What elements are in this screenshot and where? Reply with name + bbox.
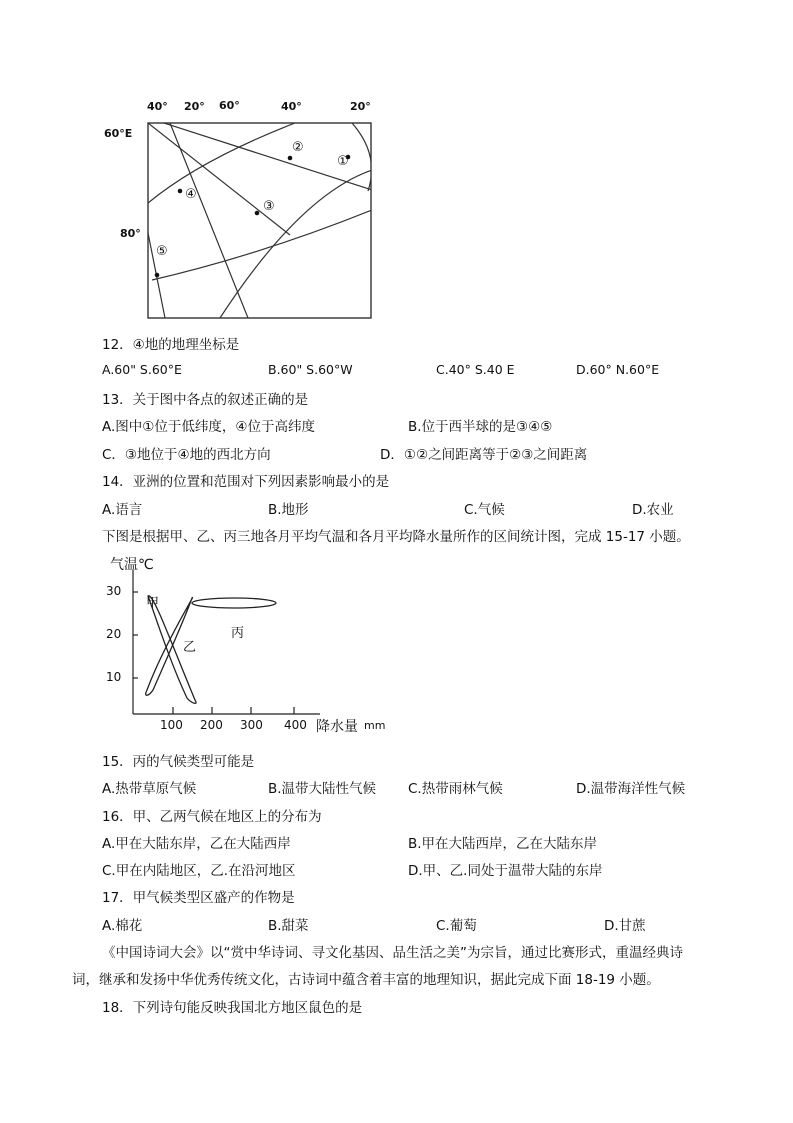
map-grid [140, 115, 380, 325]
point-label: ③ [263, 199, 275, 214]
meridian-line [148, 123, 290, 235]
q17-option-b[interactable]: B.甜菜 [268, 918, 309, 934]
q17-option-d[interactable]: D.甘蔗 [604, 918, 646, 934]
map-top-label: 20° [350, 100, 371, 113]
q14-option-d[interactable]: D.农业 [632, 502, 674, 518]
q15-option-d[interactable]: D.温带海洋性气候 [576, 781, 686, 797]
point-dot [178, 189, 183, 194]
map-top-label: 40° [281, 100, 302, 113]
question-17-stem: 17．甲气候类型区盛产的作物是 [102, 890, 295, 906]
q17-option-a[interactable]: A.棉花 [102, 918, 143, 934]
region-bing [192, 598, 276, 608]
question-18-stem: 18．下列诗句能反映我国北方地区鼠色的是 [102, 1000, 363, 1016]
q15-option-b[interactable]: B.温带大陆性气候 [268, 781, 377, 797]
question-15-stem: 15．丙的气候类型可能是 [102, 754, 255, 770]
chart-label-yi: 乙 [183, 640, 197, 655]
point-dot [288, 156, 293, 161]
q16-option-b[interactable]: B.甲在大陆西岸，乙在大陆东岸 [408, 836, 598, 852]
q13-option-c[interactable]: C．③地位于④地的西北方向 [102, 447, 271, 463]
q14-option-a[interactable]: A.语言 [102, 502, 143, 518]
q16-option-a[interactable]: A.甲在大陆东岸，乙在大陆西岸 [102, 836, 291, 852]
q12-option-a[interactable]: A.60" S.60°E [102, 362, 182, 377]
map-top-label: 40° [147, 100, 168, 113]
q15-option-a[interactable]: A.热带草原气候 [102, 781, 197, 797]
question-12-stem: 12．④地的地理坐标是 [102, 337, 240, 353]
q13-option-a[interactable]: A.图中①位于低纬度，④位于高纬度 [102, 419, 315, 435]
q12-option-d[interactable]: D.60° N.60°E [576, 362, 660, 377]
latitude-arc [152, 210, 372, 280]
point-label: ④ [185, 187, 197, 202]
q12-option-c[interactable]: C.40° S.40 E [436, 362, 515, 377]
latitude-arc [220, 170, 372, 318]
q14-option-c[interactable]: C.气候 [464, 502, 505, 518]
x-tick-label: 200 [200, 718, 223, 732]
map-top-label: 20° [184, 100, 205, 113]
chart-label-bing: 丙 [231, 626, 245, 641]
q12-option-b[interactable]: B.60" S.60°W [268, 362, 353, 377]
intro-18-19-line1: 《中国诗词大会》以“赏中华诗词、寻文化基因、品生活之美”为宗旨，通过比赛形式，重温经典诗 [102, 945, 683, 961]
point-label: ① [337, 154, 349, 169]
q16-option-c[interactable]: C.甲在内陆地区，乙.在沿河地区 [102, 863, 296, 879]
q14-option-b[interactable]: B.地形 [268, 502, 309, 518]
x-tick-label: 100 [160, 718, 183, 732]
chart-x-title: 降水量 [316, 719, 358, 735]
map-top-label: 60° [219, 99, 240, 112]
map-left-label: 60°E [104, 127, 133, 140]
q15-option-c[interactable]: C.热带雨林气候 [408, 781, 503, 797]
y-tick-label: 30 [106, 584, 122, 598]
q16-option-d[interactable]: D.甲、乙.同处于温带大陆的东岸 [408, 863, 603, 879]
x-tick-label: 300 [240, 718, 263, 732]
question-13-stem: 13．关于图中各点的叙述正确的是 [102, 392, 309, 408]
intro-18-19-line2: 词，继承和发扬中华优秀传统文化，古诗词中蕴含着丰富的地理知识，据此完成下面 18-19 小题。 [72, 972, 660, 988]
latitude-arc [148, 123, 295, 203]
map-left-label: 80° [120, 227, 141, 240]
point-label: ⑤ [156, 244, 168, 259]
q13-option-b[interactable]: B.位于西半球的是③④⑤ [408, 419, 553, 435]
point-dot [155, 273, 160, 278]
y-tick-label: 20 [106, 627, 122, 641]
point-dot [255, 211, 260, 216]
chart-y-title: 气温℃ [110, 557, 154, 573]
chart-x-unit: mm [364, 719, 386, 732]
y-tick-label: 10 [106, 670, 122, 684]
latitude-arc [352, 123, 372, 191]
q13-option-d[interactable]: D．①②之间距离等于②③之间距离 [380, 447, 588, 463]
chart-label-jia: 甲 [146, 596, 160, 611]
x-tick-label: 400 [284, 718, 307, 732]
point-label: ② [292, 140, 304, 155]
intro-15-17: 下图是根据甲、乙、丙三地各月平均气温和各月平均降水量所作的区间统计图，完成 15-17 小题。 [102, 529, 690, 545]
question-14-stem: 14．亚洲的位置和范围对下列因素影响最小的是 [102, 474, 390, 490]
q17-option-c[interactable]: C.葡萄 [436, 918, 477, 934]
meridian-line [170, 123, 248, 318]
question-16-stem: 16．甲、乙两气候在地区上的分布为 [102, 809, 322, 825]
